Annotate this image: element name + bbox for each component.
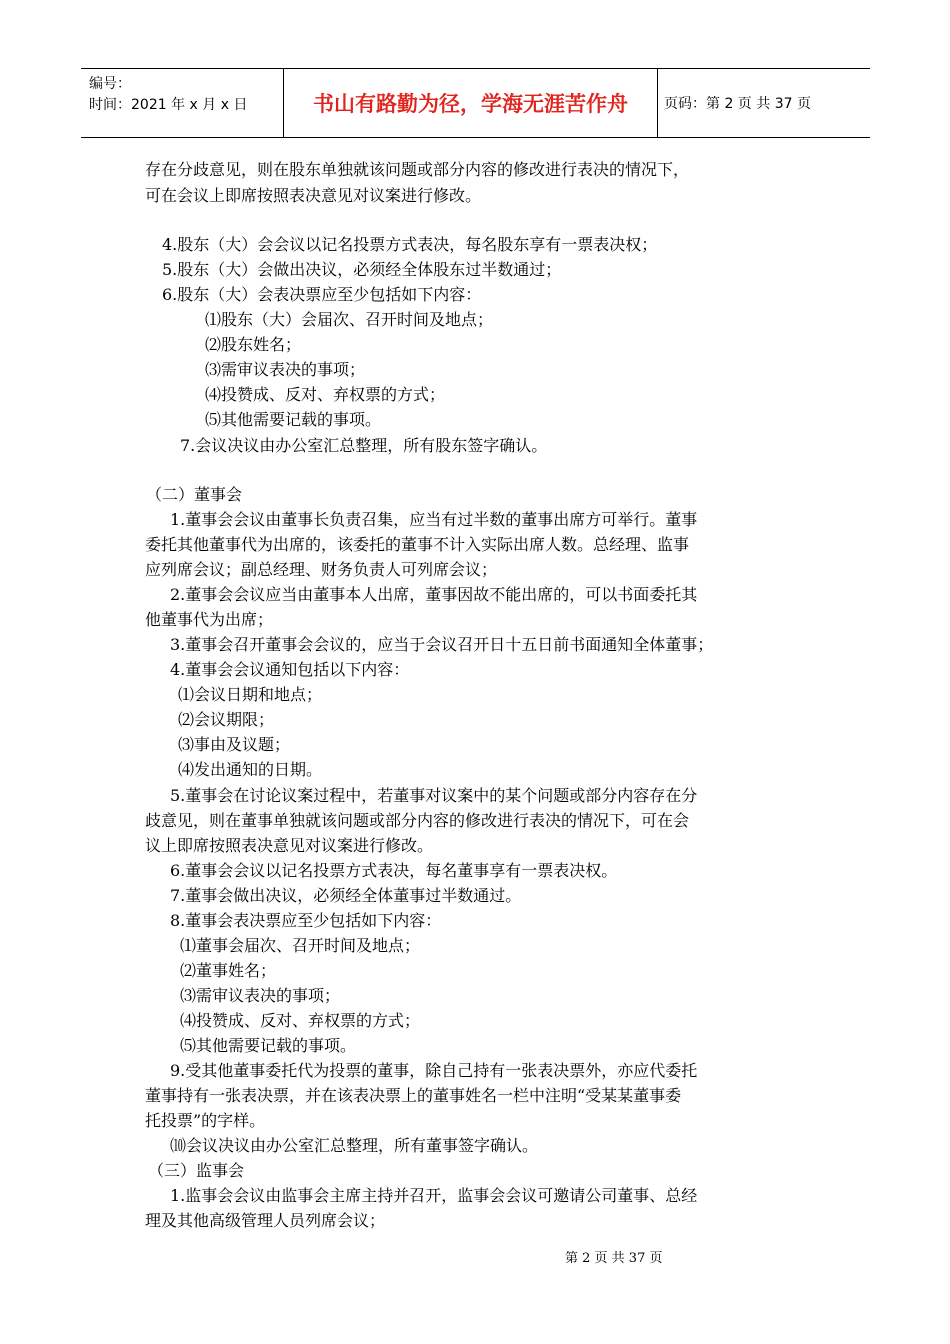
- body-line: 8.董事会表决票应至少包括如下内容：: [170, 911, 442, 930]
- body-line: 7.会议决议由办公室汇总整理，所有股东签字确认。: [180, 436, 548, 455]
- body-line: 委托其他董事代为出席的，该委托的董事不计入实际出席人数。总经理、监事: [145, 535, 690, 554]
- body-line: ⑸其他需要记载的事项。: [180, 1036, 357, 1055]
- body-line: ⑽会议决议由办公室汇总整理，所有董事签字确认。: [170, 1136, 539, 1155]
- body-line: ⑴会议日期和地点；: [178, 685, 323, 704]
- body-line: 董事持有一张表决票，并在该表决票上的董事姓名一栏中注明“受某某董事委: [145, 1086, 682, 1105]
- body-line: （三）监事会: [148, 1161, 245, 1180]
- number-label: 编号：: [89, 76, 131, 92]
- body-line: （二）董事会: [146, 485, 243, 504]
- body-line: 7.董事会做出决议，必须经全体董事过半数通过。: [170, 886, 522, 905]
- body-line: ⑴董事会届次、召开时间及地点；: [180, 936, 421, 955]
- body-line: 理及其他高级管理人员列席会议；: [145, 1211, 386, 1230]
- body-line: 他董事代为出席；: [145, 610, 274, 629]
- body-line: 6.股东（大）会表决票应至少包括如下内容：: [162, 285, 482, 304]
- page-header: [81, 68, 870, 138]
- body-line: ⑶事由及议题；: [178, 735, 291, 754]
- body-line: 4.股东（大）会会议以记名投票方式表决，每名股东享有一票表决权；: [162, 235, 658, 254]
- page-footer: 第 2 页 共 37 页: [565, 1251, 663, 1266]
- body-line: 托投票”的字样。: [145, 1111, 266, 1130]
- body-line: 应列席会议；副总经理、财务负责人可列席会议；: [145, 560, 498, 579]
- body-line: 3.董事会召开董事会会议的，应当于会议召开日十五日前书面通知全体董事；: [170, 635, 714, 654]
- body-line: 1.董事会会议由董事长负责召集，应当有过半数的董事出席方可举行。董事: [170, 510, 698, 529]
- header-motto: 书山有路勤为径，学海无涯苦作舟: [284, 69, 658, 137]
- body-line: 可在会议上即席按照表决意见对议案进行修改。: [145, 186, 482, 205]
- body-line: 歧意见，则在董事单独就该问题或部分内容的修改进行表决的情况下，可在会: [145, 811, 690, 830]
- header-page-info: 页码：第 2 页 共 37 页: [664, 96, 811, 112]
- body-line: 5.股东（大）会做出决议，必须经全体股东过半数通过；: [162, 260, 562, 279]
- body-line: ⑶需审议表决的事项；: [180, 986, 341, 1005]
- body-line: 2.董事会会议应当由董事本人出席，董事因故不能出席的，可以书面委托其: [170, 585, 698, 604]
- body-line: ⑷投赞成、反对、弃权票的方式；: [180, 1011, 421, 1030]
- body-line: ⑵会议期限；: [178, 710, 275, 729]
- body-line: ⑷投赞成、反对、弃权票的方式；: [205, 385, 446, 404]
- body-line: ⑶需审议表决的事项；: [205, 360, 366, 379]
- body-line: ⑷发出通知的日期。: [178, 760, 323, 779]
- body-line: 9.受其他董事委托代为投票的董事，除自己持有一张表决票外，亦应代委托: [170, 1061, 698, 1080]
- body-line: ⑵股东姓名；: [205, 335, 302, 354]
- body-line: 6.董事会会议以记名投票方式表决，每名董事享有一票表决权。: [170, 861, 618, 880]
- body-line: 4.董事会会议通知包括以下内容：: [170, 660, 410, 679]
- body-line: ⑴股东（大）会届次、召开时间及地点；: [205, 310, 494, 329]
- body-line: ⑸其他需要记载的事项。: [205, 410, 382, 429]
- body-line: ⑵董事姓名；: [180, 961, 277, 980]
- body-line: 5.董事会在讨论议案过程中，若董事对议案中的某个问题或部分内容存在分: [170, 786, 698, 805]
- date-label: 时间：2021 年 x 月 x 日: [89, 97, 248, 113]
- body-line: 存在分歧意见，则在股东单独就该问题或部分内容的修改进行表决的情况下，: [145, 160, 690, 179]
- header-meta-cell: [81, 69, 284, 137]
- body-line: 议上即席按照表决意见对议案进行修改。: [145, 836, 434, 855]
- body-line: 1.监事会会议由监事会主席主持并召开，监事会会议可邀请公司董事、总经: [170, 1186, 698, 1205]
